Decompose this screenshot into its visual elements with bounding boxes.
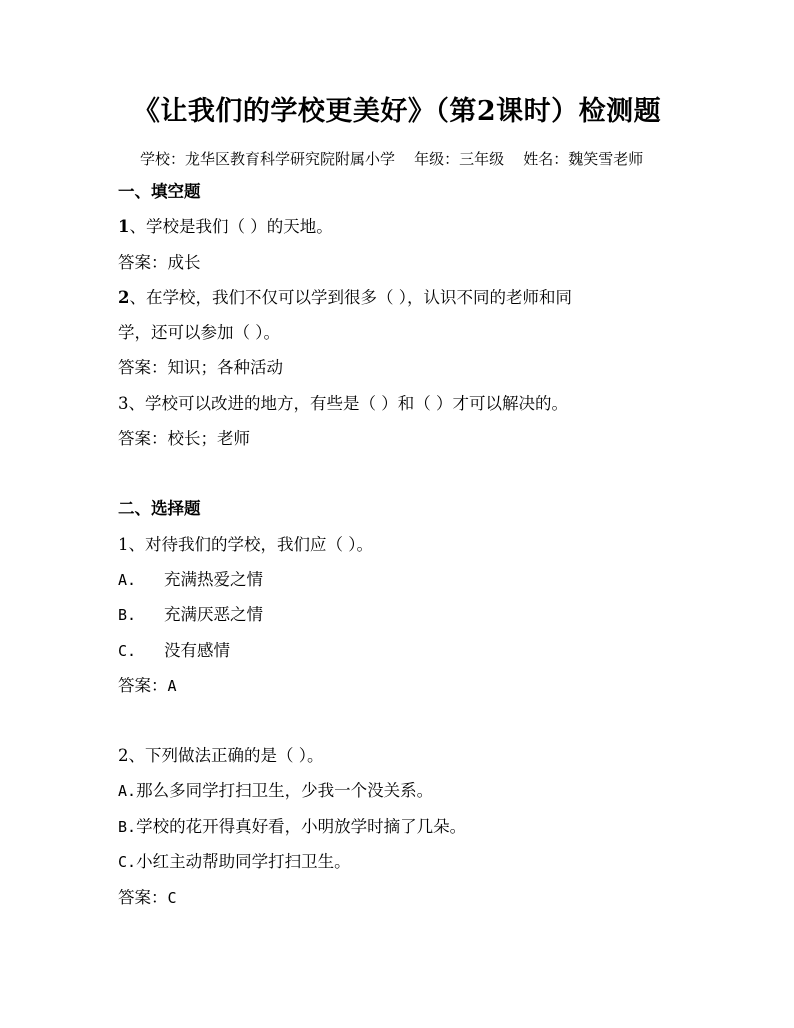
option-item: [118, 603, 263, 627]
question-number: 3: [118, 394, 129, 413]
question-text: [118, 392, 568, 416]
answer-text: 答案：成长: [118, 253, 201, 272]
option-label: B.: [118, 818, 137, 836]
answer-text: [118, 886, 177, 910]
question-number: 1: [118, 217, 130, 236]
answer-text: 答案：知识；各种活动: [118, 358, 283, 377]
question-text: [118, 744, 324, 768]
option-item: [118, 779, 433, 803]
option-label: C.: [118, 642, 137, 660]
question-body: 、下列做法正确的是（ ）。: [128, 746, 324, 765]
section-heading-fill-blank: 一、填空题: [118, 182, 201, 201]
document-title: 《让我们的学校更美好》（第2课时）检测题: [132, 96, 662, 127]
answer-prefix: 答案：: [118, 888, 168, 907]
question-text: [118, 215, 333, 239]
option-item: [118, 568, 263, 592]
option-item: [118, 850, 351, 874]
option-text: 学校的花开得真好看，小明放学时摘了几朵。: [136, 817, 467, 836]
question-number: 1: [118, 535, 129, 554]
answer-prefix: 答案：: [118, 676, 168, 695]
question-text: [118, 286, 572, 310]
option-item: [118, 639, 230, 663]
question-text-continued: 学，还可以参加（ ）。: [118, 323, 280, 342]
question-body: 、对待我们的学校，我们应（ ）。: [128, 535, 373, 554]
answer-text: [118, 674, 177, 698]
answer-value: A: [167, 677, 177, 695]
question-body: 、在学校，我们不仅可以学到很多（ ），认识不同的老师和同: [129, 288, 572, 307]
option-text: 那么多同学打扫卫生，少我一个没关系。: [136, 781, 434, 800]
option-item: [118, 815, 466, 839]
answer-value: C: [167, 889, 177, 907]
teacher-name: 姓名：魏笑雪老师: [523, 150, 644, 168]
grade: 年级：三年级: [414, 150, 505, 168]
option-label: C.: [118, 853, 137, 871]
school-name: 学校：龙华区教育科学研究院附属小学: [140, 150, 396, 168]
option-text: 充满厌恶之情: [164, 605, 263, 624]
question-body: 、学校是我们（ ）的天地。: [129, 217, 333, 236]
section-heading-multiple-choice: 二、选择题: [118, 499, 201, 518]
question-text: [118, 533, 373, 557]
answer-text: 答案：校长；老师: [118, 429, 250, 448]
question-number: 2: [118, 746, 129, 765]
option-text: 充满热爱之情: [164, 570, 263, 589]
option-label: B.: [118, 606, 137, 624]
option-text: 小红主动帮助同学打扫卫生。: [136, 852, 351, 871]
question-body: 、学校可以改进的地方，有些是（ ）和（ ）才可以解决的。: [128, 394, 568, 413]
option-text: 没有感情: [164, 641, 230, 660]
question-number: 2: [118, 288, 130, 307]
option-label: A.: [118, 782, 137, 800]
option-label: A.: [118, 571, 137, 589]
document-meta: [140, 148, 643, 170]
